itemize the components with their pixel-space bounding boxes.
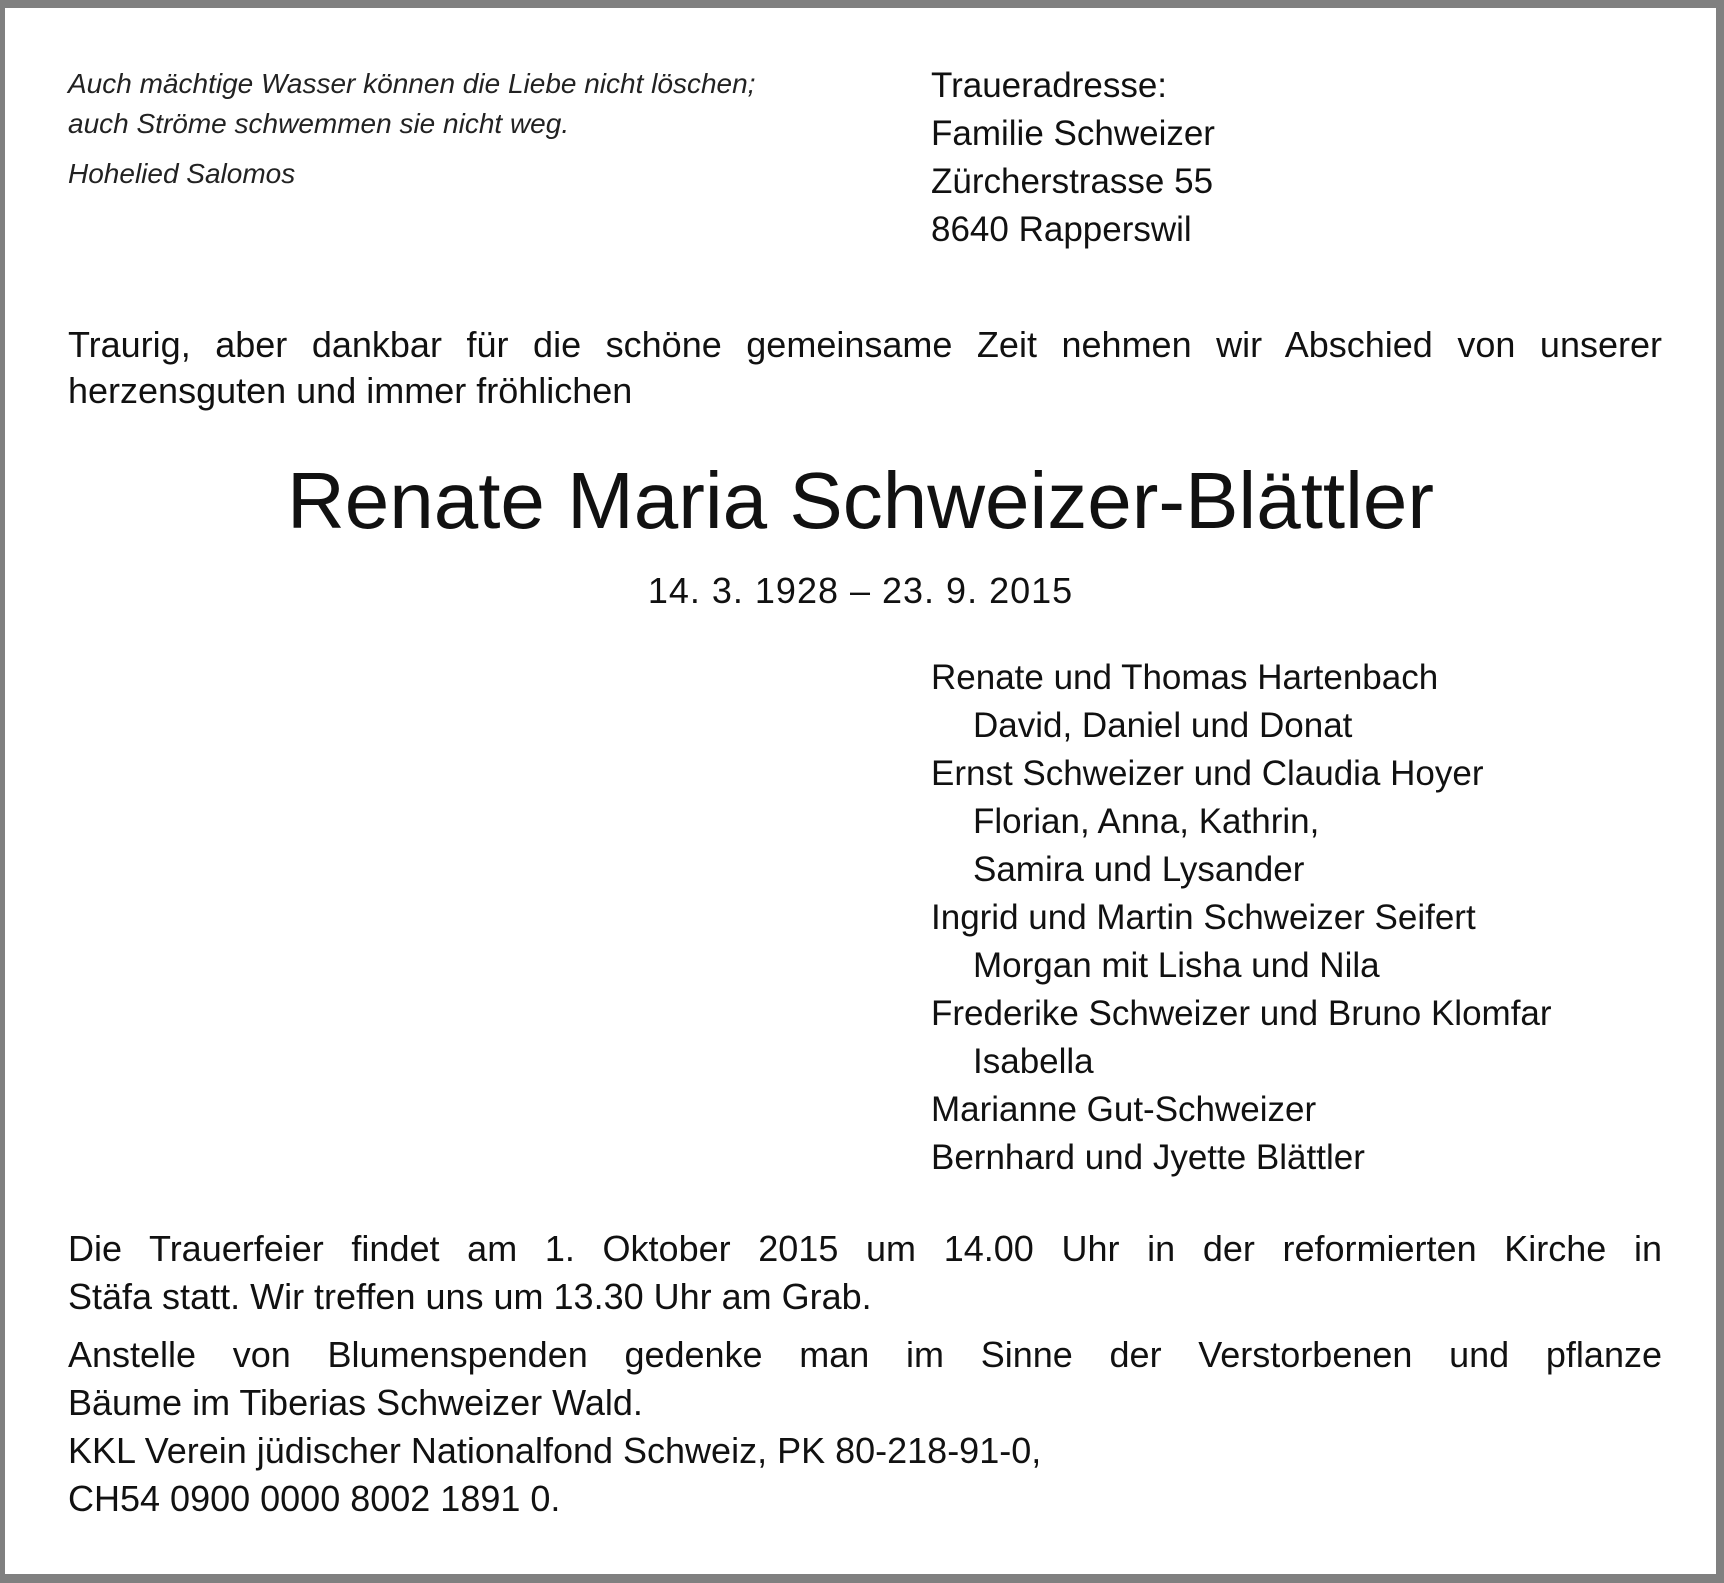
donation-line: Bäume im Tiberias Schweizer Wald. [68, 1382, 643, 1423]
ceremony-line: Die Trauerfeier findet am 1. Oktober 2015 um 14.00 Uhr in der reformierten Kirche in [68, 1228, 1662, 1269]
address-heading: Traueradresse: [931, 66, 1168, 105]
obituary-page [5, 8, 1716, 1574]
donation-line: Anstelle von Blumenspenden gedenke man im Sinne der Verstorbenen und pflanze [68, 1334, 1662, 1375]
address-line: 8640 Rapperswil [931, 210, 1192, 249]
quote-line: Auch mächtige Wasser können die Liebe nicht löschen; [68, 68, 756, 99]
address-line: Zürcherstrasse 55 [931, 162, 1214, 201]
family-member-line: Bernhard und Jyette Blättler [931, 1138, 1365, 1177]
family-member-line: David, Daniel und Donat [973, 706, 1353, 745]
donation-line: KKL Verein jüdischer Nationalfond Schweiz, PK 80-218-91-0, [68, 1430, 1042, 1471]
family-member-line: Isabella [973, 1042, 1094, 1081]
donation-line: CH54 0900 0000 8002 1891 0. [68, 1478, 561, 1519]
family-member-line: Ingrid und Martin Schweizer Seifert [931, 898, 1476, 937]
quote-line: auch Ströme schwemmen sie nicht weg. [68, 108, 570, 139]
family-member-line: Frederike Schweizer und Bruno Klomfar [931, 994, 1552, 1033]
intro-line: Traurig, aber dankbar für die schöne gemeinsame Zeit nehmen wir Abschied von unserer [68, 324, 1662, 365]
quote-source: Hohelied Salomos [68, 158, 296, 189]
ceremony-line: Stäfa statt. Wir treffen uns um 13.30 Uhr am Grab. [68, 1276, 872, 1317]
family-member-line: Samira und Lysander [973, 850, 1305, 889]
family-member-line: Ernst Schweizer und Claudia Hoyer [931, 754, 1484, 793]
intro-line: herzensguten und immer fröhlichen [68, 370, 633, 411]
family-member-line: Renate und Thomas Hartenbach [931, 658, 1439, 697]
address-line: Familie Schweizer [931, 114, 1215, 153]
family-member-line: Marianne Gut-Schweizer [931, 1090, 1317, 1129]
family-member-line: Florian, Anna, Kathrin, [973, 802, 1320, 841]
family-member-line: Morgan mit Lisha und Nila [973, 946, 1380, 985]
life-dates: 14. 3. 1928 – 23. 9. 2015 [647, 570, 1074, 611]
deceased-name: Renate Maria Schweizer-Blättler [286, 456, 1435, 545]
